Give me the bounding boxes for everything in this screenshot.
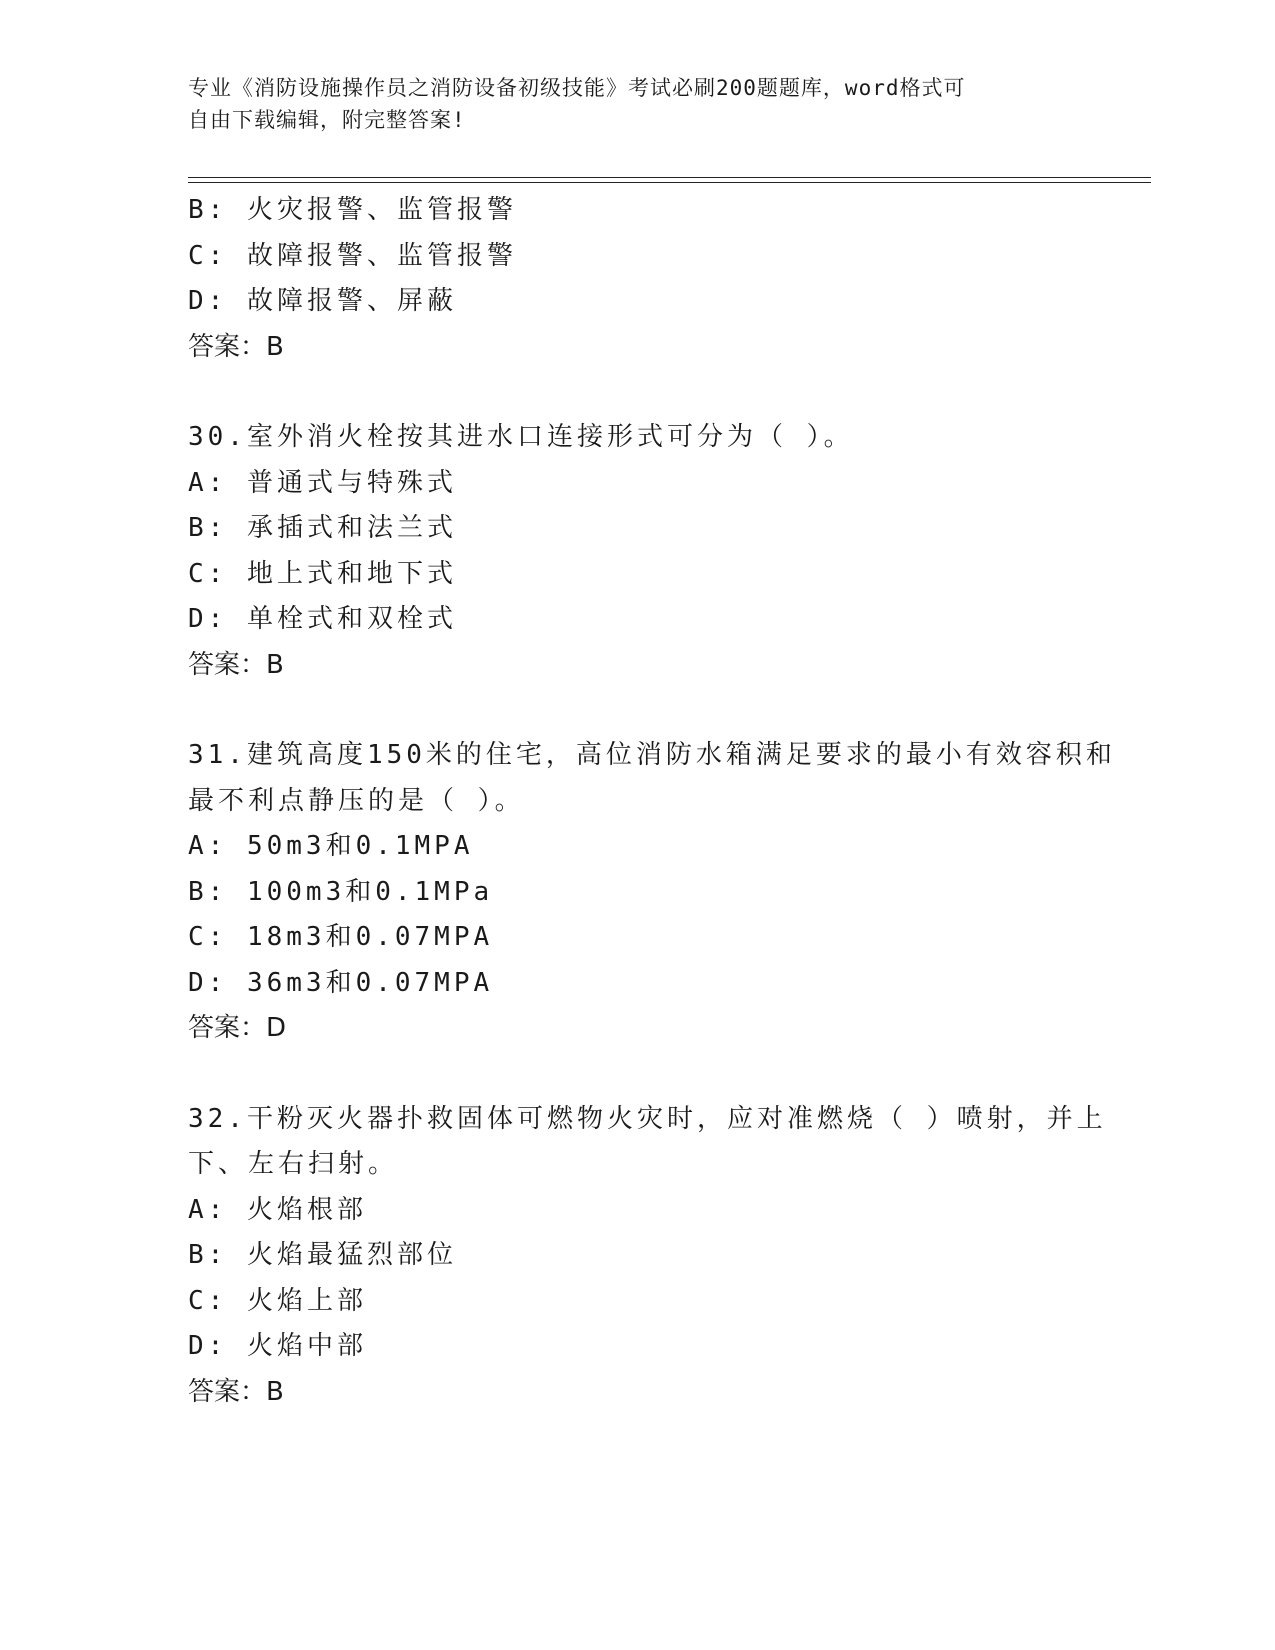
- option-d: D: 单栓式和双栓式: [188, 604, 457, 634]
- question-stem: 31.建筑高度150米的住宅，高位消防水箱满足要求的最小有效容积和: [188, 740, 1116, 770]
- question-block-32: [188, 1097, 1107, 1416]
- option-d: D: 36m3和0.07MPA: [188, 967, 494, 998]
- answer-line: 答案：B: [188, 331, 284, 362]
- question-stem: 32.干粉灭火器扑救固体可燃物火灾时，应对准燃烧（ ）喷射，并上: [188, 1103, 1107, 1134]
- option-c: C: 18m3和0.07MPA: [188, 922, 494, 952]
- question-block-prev: [188, 188, 1088, 370]
- question-block-31: [188, 733, 1116, 1052]
- document-header: [188, 72, 1068, 136]
- question-content: [188, 188, 1116, 1415]
- answer-line: 答案：B: [188, 1376, 284, 1407]
- option-b: B: 火灾报警、监管报警: [188, 195, 517, 225]
- header-line-1: 专业《消防设施操作员之消防设备初级技能》考试必刷200题题库，word格式可: [188, 76, 966, 100]
- option-d: D: 火焰中部: [188, 1331, 367, 1361]
- option-a: A: 火焰根部: [188, 1194, 367, 1225]
- option-a: A: 普通式与特殊式: [188, 467, 457, 498]
- header-line-2: 自由下载编辑，附完整答案!: [188, 108, 466, 132]
- option-b: B: 100m3和0.1MPa: [188, 876, 494, 907]
- question-block-30: [188, 415, 1088, 688]
- option-b: B: 火焰最猛烈部位: [188, 1240, 457, 1270]
- option-c: C: 火焰上部: [188, 1285, 367, 1316]
- option-b: B: 承插式和法兰式: [188, 513, 457, 543]
- answer-line: 答案：D: [188, 1013, 287, 1043]
- answer-line: 答案：B: [188, 649, 284, 680]
- question-stem: 30.室外消火栓按其进水口连接形式可分为（ ）。: [188, 422, 854, 452]
- option-c: C: 故障报警、监管报警: [188, 240, 517, 271]
- option-a: A: 50m3和0.1MPA: [188, 831, 474, 861]
- option-d: D: 故障报警、屏蔽: [188, 286, 457, 316]
- header-divider-bottom: [188, 182, 1151, 183]
- header-divider-top: [188, 177, 1151, 178]
- option-c: C: 地上式和地下式: [188, 558, 457, 589]
- question-stem-continued: 最不利点静压的是（ ）。: [188, 785, 525, 816]
- question-stem-continued: 下、左右扫射。: [188, 1149, 399, 1179]
